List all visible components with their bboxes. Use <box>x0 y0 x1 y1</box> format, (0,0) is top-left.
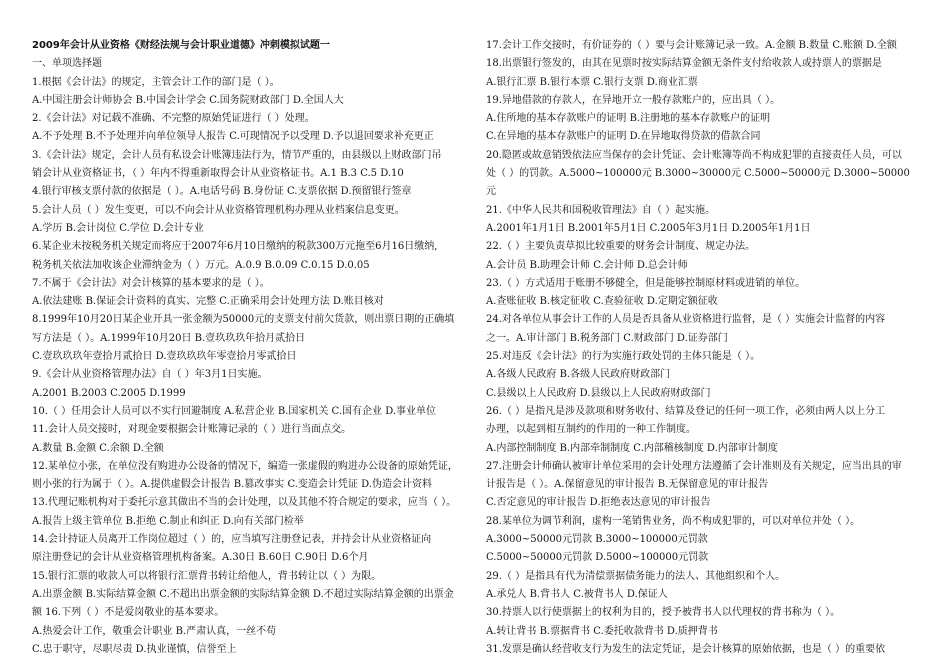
question-line: 销会计从业资格证书，（ ）年内不得重新取得会计从业资格证书。A.1 B.3 C.5 D.10 <box>32 168 404 180</box>
question-line: 处（ ）的罚款。A.5000~100000元 B.3000~30000元 C.5000~50000元 D.3000~50000 <box>486 168 910 180</box>
section-heading: 一、单项选择题 <box>32 58 102 70</box>
question-line: 办理，以起到相互制约的作用的一种工作制度。 <box>486 424 696 436</box>
question-line: 17.会计工作交接时，有价证券的（ ）要与会计账簿记录一致。A.金额 B.数量 C.账额 D.全额 <box>486 40 897 51</box>
question-line: 原注册登记的会计从业资格管理机构备案。A.30日 B.60日 C.90日 D.6个月 <box>32 552 369 564</box>
question-line: C.壹玖玖玖年壹拾月贰拾日 D.壹玖玖玖年零壹拾月零贰拾日 <box>32 351 297 363</box>
question-line: A.热爱会计工作，敬重会计职业 B.严肃认真，一丝不苟 <box>32 625 277 637</box>
question-line: 14.会计持证人员离开工作岗位超过（ ）的，应当填写注册登记表，并持会计从业资格证向 <box>32 534 432 546</box>
question-line: A.会计员 B.助理会计师 C.会计师 D.总会计师 <box>486 259 688 271</box>
question-line: A.不予处理 B.不予处理并向单位领导人报告 C.可现情况予以受理 D.予以退回要求补充更正 <box>32 131 434 143</box>
question-line: 写方法是（ ）。A.1999年10月20日 B.壹玖玖玖年拾月贰拾日 <box>32 332 306 344</box>
question-line: 20.隐匿或故意销毁依法应当保存的会计凭证、会计账簿等尚不构成犯罪的直接责任人员，可以 <box>486 149 902 161</box>
question-line: A.转让背书 B.票据背书 C.委托收款背书 D.质押背书 <box>486 625 718 637</box>
question-line: 元 <box>486 186 496 198</box>
question-line: 10.（ ）任用会计人员可以不实行回避制度 A.私营企业 B.国家机关 C.国有企业 D.事业单位 <box>32 405 437 417</box>
question-line: A.查账征收 B.核定征收 C.查验征收 D.定期定额征收 <box>486 296 718 308</box>
question-line: 之一。A.审计部门 B.税务部门 C.财政部门 D.证券部门 <box>486 332 728 344</box>
question-line: 25.对违反《会计法》的行为实施行政处罚的主体只能是（ ）。 <box>486 351 761 363</box>
question-line: 27.注册会计师确认被审计单位采用的会计处理方法遵循了会计准则及有关规定，应当出具的审 <box>486 460 902 472</box>
question-line: 则小张的行为属于（ ）。A.提供虚假会计报告 B.篡改事实 C.变造会计凭证 D.伪造会计资料 <box>32 479 432 491</box>
question-line: C.否定意见的审计报告 D.拒绝表达意见的审计报告 <box>486 497 711 509</box>
question-line: 28.某单位为调节利润，虚构一笔销售业务，尚不构成犯罪的，可以对单位并处（ ）。 <box>486 515 861 527</box>
question-line: C.5000~50000元罚款 D.5000~100000元罚款 <box>486 552 709 564</box>
question-line: 9.《会计从业资格管理办法》自（ ）年3月1日实施。 <box>32 369 268 381</box>
question-line: A.3000~50000元罚款 B.3000~100000元罚款 <box>486 534 708 546</box>
question-line: 计报告是（ ）。A.保留意见的审计报告 B.无保留意见的审计报告 <box>486 479 769 491</box>
question-line: A.2001年1月1日 B.2001年5月1日 C.2005年3月1日 D.2005年1月1日 <box>486 222 811 234</box>
question-line: 1.根据《会计法》的规定，主管会计工作的部门是（ ）。 <box>32 76 280 88</box>
question-line: 5.会计人员（ ）发生变更，可以不向会计从业资格管理机构办理从业档案信息变更。 <box>32 204 405 216</box>
question-line: 4.银行审核支票付款的依据是（ ）。A.电话号码 B.身份证 C.支票依据 D.预留银行签章 <box>32 186 412 198</box>
question-line: A.中国注册会计师协会 B.中国会计学会 C.国务院财政部门 D.全国人大 <box>32 94 344 106</box>
question-line: 6.某企业未按税务机关规定而将应于2007年6月10日缴纳的税款300万元拖至6月16日缴纳, <box>32 241 438 253</box>
paper-title: 2009年会计从业资格《财经法规与会计职业道德》冲刺模拟试题一 <box>32 40 330 51</box>
question-line: 7.不属于《会计法》对会计核算的基本要求的是（ ）。 <box>32 277 270 289</box>
right-question-list <box>486 37 928 659</box>
question-line: C.忠于职守，尽职尽责 D.执业谨慎，信誉至上 <box>32 643 237 655</box>
question-line: 30.持票人以行使票据上的权利为目的，授予被背书人以代理权的背书称为（ ）。 <box>486 607 841 619</box>
question-line: 18.出票银行签发的，由其在见票时按实际结算金额无条件支付给收款人或持票人的票据是 <box>486 58 882 70</box>
question-line: A.银行汇票 B.银行本票 C.银行支票 D.商业汇票 <box>486 76 698 88</box>
question-line: 19.异地借款的存款人，在异地开立一般存款账户的，应出具（ ）。 <box>486 94 781 106</box>
question-line: 2.《会计法》对记载不准确、不完整的原始凭证进行（ ）处理。 <box>32 113 315 125</box>
question-line: A.报告上级主管单位 B.拒绝 C.制止和纠正 D.向有关部门检举 <box>32 515 304 527</box>
question-line: A.住所地的基本存款账户的证明 B.注册地的基本存款账户的证明 <box>486 113 771 125</box>
question-line: A.内部控制制度 B.内部牵制制度 C.内部稽核制度 D.内部审计制度 <box>486 442 778 454</box>
left-column <box>32 37 472 659</box>
question-line: 22.（ ）主要负责草拟比较重要的财务会计制度、规定办法。 <box>486 241 756 253</box>
question-line: A.依法建账 B.保证会计资料的真实、完整 C.正确采用会计处理方法 D.账目核对 <box>32 296 384 308</box>
question-line: 3.《会计法》规定，会计人员有私设会计账簿违法行为，情节严重的，由县级以上财政部门吊 <box>32 149 442 161</box>
left-question-list <box>32 74 472 660</box>
question-line: 12.某单位小张，在单位没有购进办公设备的情况下，编造一张虚假的购进办公设备的原始凭证， <box>32 460 458 472</box>
question-line: 31.发票是确认经营收支行为发生的法定凭证，是会计核算的原始依据，也是（ ）的重要依 <box>486 643 886 655</box>
question-line: 税务机关依法加收该企业滞纳金为（ ）万元。A.0.9 B.0.09 C.0.15 D.0.05 <box>32 259 370 271</box>
question-line: A.数量 B.金额 C.余额 D.全额 <box>32 442 164 454</box>
question-line: 11.会计人员交接时，对现金要根据会计账簿记录的（ ）进行当面点交。 <box>32 424 352 436</box>
question-line: C.县级以上人民政府 D.县级以上人民政府财政部门 <box>486 387 711 399</box>
question-line: A.2001 B.2003 C.2005 D.1999 <box>32 387 186 399</box>
right-column <box>486 37 928 659</box>
question-line: A.出票金额 B.实际结算金额 C.不超出出票金额的实际结算金额 D.不超过实际结算金额的出票金 <box>32 588 454 600</box>
question-line: 24.对各单位从事会计工作的人员是否具备从业资格进行监督，是（ ）实施会计监督的内容 <box>486 314 886 326</box>
question-line: 8.1999年10月20日某企业开具一张金额为50000元的支票支付前欠货款，则出票日期的正确填 <box>32 314 455 326</box>
question-line: 29.（ ）是指具有代为清偿票据债务能力的法人、其他组织和个人。 <box>486 570 786 582</box>
question-line: A.学历 B.会计岗位 C.学位 D.会计专业 <box>32 222 204 234</box>
question-line: 26.（ ）是指凡是涉及款项和财务收付、结算及登记的任何一项工作，必须由两人以上分工 <box>486 405 886 417</box>
question-line: 13.代理记账机构对于委托示意其做出不当的会计处理，以及其他不符合规定的要求，应当（ ）。 <box>32 497 457 509</box>
question-line: 21.《中华人民共和国税收管理法》自（ ）起实施。 <box>486 204 716 216</box>
question-line: 15.银行汇票的收款人可以将银行汇票背书转让给他人，背书转让以（ ）为限。 <box>32 570 382 582</box>
question-line: A.各级人民政府 B.各级人民政府财政部门 <box>486 369 671 381</box>
question-line: 23.（ ）方式适用于账册不够健全，但是能够控制原材料或进销的单位。 <box>486 277 806 289</box>
question-line: 额 16.下列（ ）不是爱岗敬业的基本要求。 <box>32 607 225 619</box>
question-line: C.在异地的基本存款账户的证明 D.在异地取得贷款的借款合同 <box>486 131 761 143</box>
question-line: A.承兑人 B.背书人 C.被背书人 D.保证人 <box>486 588 668 600</box>
